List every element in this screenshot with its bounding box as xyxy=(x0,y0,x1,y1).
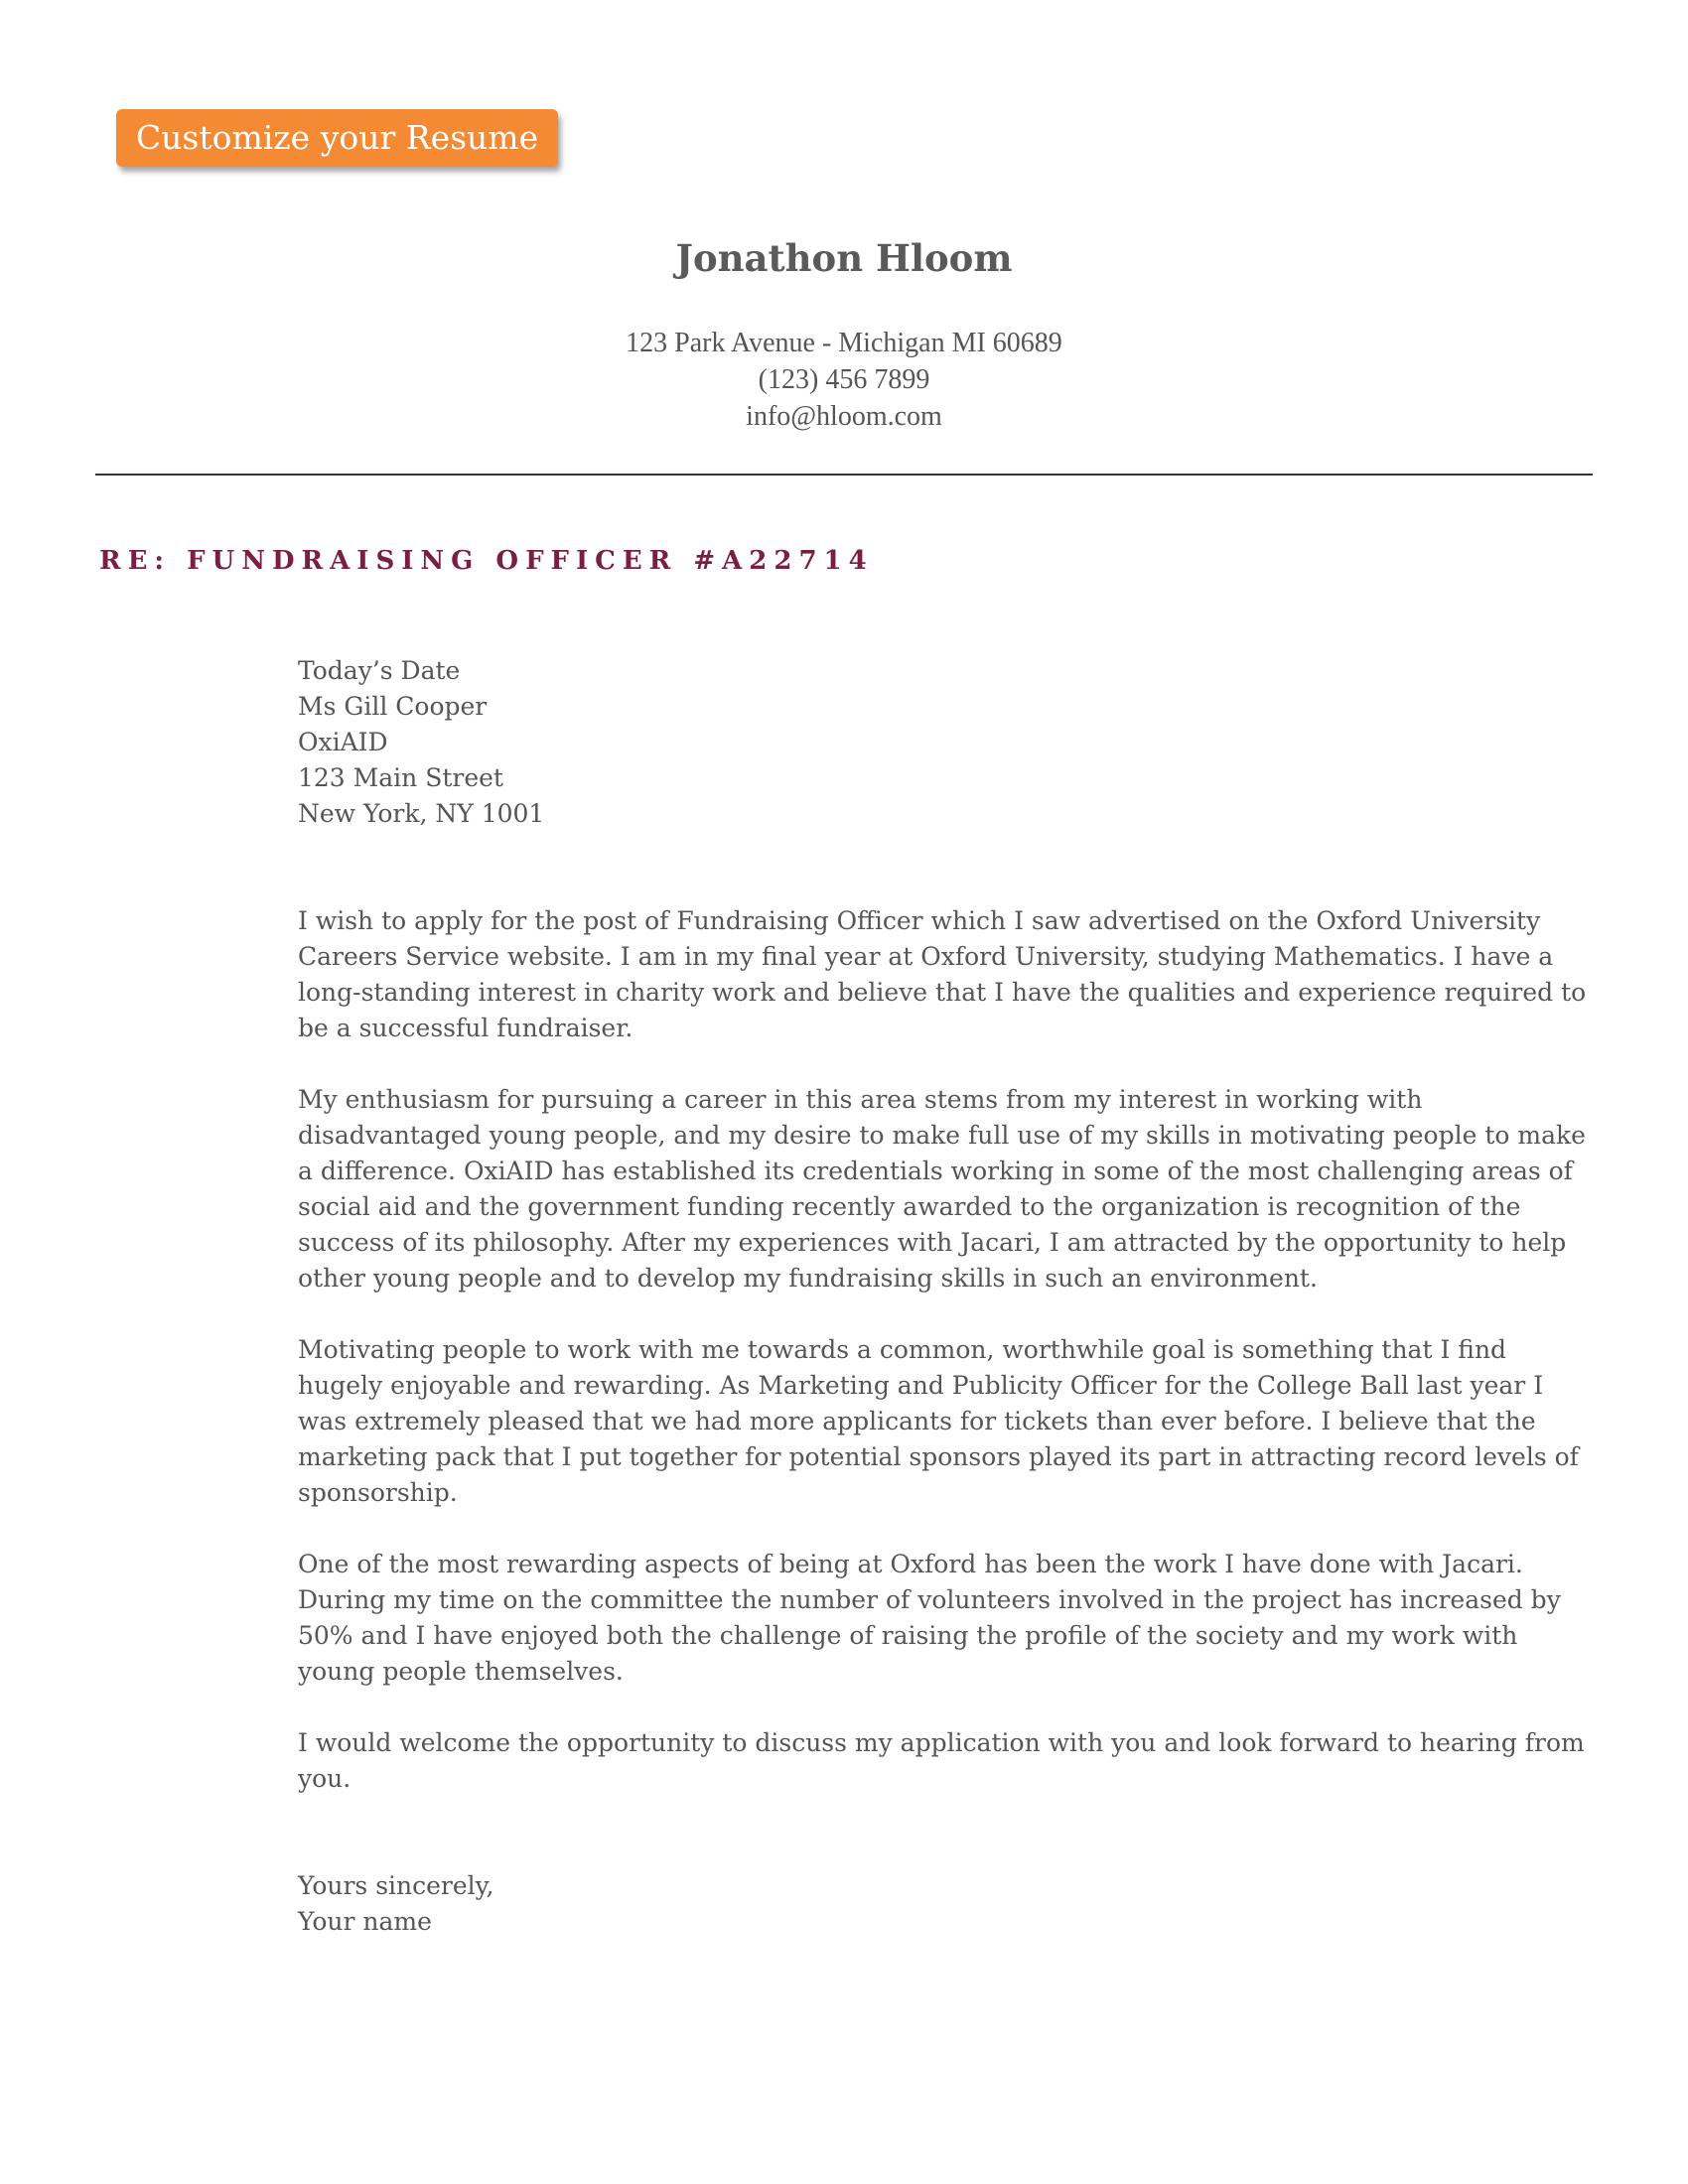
recipient-street: 123 Main Street xyxy=(298,763,503,792)
re-subject-line: RE: FUNDRAISING OFFICER #A22714 xyxy=(99,546,874,576)
recipient-block xyxy=(298,653,1589,832)
letter-body xyxy=(298,653,1589,1940)
recipient-name: Ms Gill Cooper xyxy=(298,692,488,721)
contact-block xyxy=(0,325,1688,435)
paragraph: I wish to apply for the post of Fundraising Officer which I saw advertised on the Oxford University Careers Service website. I am in my final year at Oxford University, studying Mathematics. I have a long-standing interest in charity work and believe that I have the qualities and experience required to be a successful fundraiser. xyxy=(298,906,1587,1042)
sender-email: info@hloom.com xyxy=(746,401,942,432)
header-divider xyxy=(95,474,1593,476)
letter-date: Today’s Date xyxy=(298,656,461,685)
closing-salutation: Yours sincerely, xyxy=(298,1871,494,1900)
paragraph: One of the most rewarding aspects of being at Oxford has been the work I have done with Jacari. During my time on the committee the number of volunteers involved in the project has increased by 50% and I have enjoyed both the challenge of raising the profile of the society and my work with young people themselves. xyxy=(298,1550,1561,1686)
recipient-city: New York, NY 1001 xyxy=(298,799,545,828)
paragraph: I would welcome the opportunity to discuss my application with you and look forward to hearing from you. xyxy=(298,1728,1585,1793)
sender-address: 123 Park Avenue - Michigan MI 60689 xyxy=(626,328,1062,358)
letter-paragraphs xyxy=(298,903,1589,1797)
paragraph: My enthusiasm for pursuing a career in this area stems from my interest in working with disadvantaged young people, and my desire to make full use of my skills in motivating people to make a difference. OxiAID has established its credentials working in some of the most challenging areas of social aid and the government funding recently awarded to the organization is recognition of the success of its philosophy. After my experiences with Jacari, I am attracted by the opportunity to help other young people and to develop my fundraising skills in such an environment. xyxy=(298,1085,1586,1293)
recipient-company: OxiAID xyxy=(298,728,388,756)
paragraph: Motivating people to work with me towards a common, worthwhile goal is something that I find hugely enjoyable and rewarding. As Marketing and Publicity Officer for the College Ball last year I was extremely pleased that we had more applicants for tickets than ever before. I believe that the marketing pack that I put together for potential sponsors played its part in attracting record levels of sponsorship. xyxy=(298,1335,1579,1507)
closing-signature: Your name xyxy=(298,1907,432,1936)
sender-name: Jonathon Hloom xyxy=(675,236,1013,280)
sender-phone: (123) 456 7899 xyxy=(758,364,930,395)
customize-resume-button[interactable]: Customize your Resume xyxy=(116,109,558,167)
closing-block xyxy=(298,1868,1589,1940)
